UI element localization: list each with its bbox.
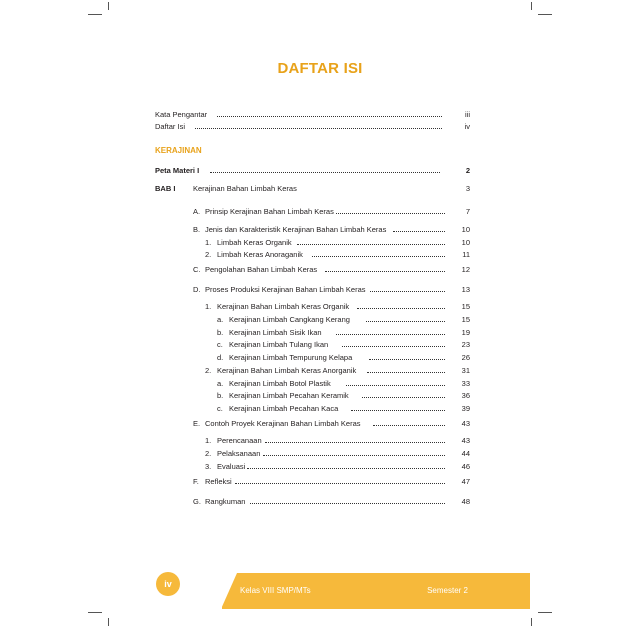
dot-leader (367, 372, 445, 373)
toc-page: 39 (461, 404, 470, 413)
dot-leader (325, 271, 445, 272)
toc-label: Kerajinan Limbah Botol Plastik (229, 379, 331, 388)
toc-label: Evaluasi (217, 462, 246, 471)
toc-label: Kerajinan Bahan Limbah Keras (193, 184, 297, 193)
toc-label: Refleksi (205, 477, 232, 486)
toc-page: 47 (461, 477, 470, 486)
toc-page: 19 (461, 328, 470, 337)
toc-mark: 2. (205, 366, 212, 375)
dot-leader (393, 231, 445, 232)
page-number-badge: iv (156, 572, 180, 596)
dot-leader (369, 359, 445, 360)
toc-label: Jenis dan Karakteristik Kerajinan Bahan Limbah Keras (205, 225, 387, 234)
toc-page: 12 (461, 265, 470, 274)
toc-page: iii (465, 110, 470, 119)
crop-mark (108, 2, 109, 10)
toc-page: 2 (465, 166, 470, 175)
toc-mark: c. (217, 340, 223, 349)
dot-leader (346, 385, 445, 386)
dot-leader (335, 213, 445, 214)
dot-leader (265, 442, 445, 443)
dot-leader (250, 503, 445, 504)
toc-label: Kata Pengantar (155, 110, 208, 119)
toc-label: Kerajinan Limbah Sisik Ikan (229, 328, 322, 337)
toc-page: 10 (461, 238, 470, 247)
toc-mark: B. (193, 225, 201, 234)
toc-label: Limbah Keras Organik (217, 238, 292, 247)
footer-semester-label: Semester 2 (427, 586, 468, 595)
dot-leader (351, 410, 445, 411)
crop-mark (88, 612, 102, 613)
toc-label: Proses Produksi Kerajinan Bahan Limbah Keras (205, 285, 366, 294)
toc-page: 26 (461, 353, 470, 362)
footer-bar-notch (221, 573, 237, 609)
dot-leader (235, 483, 445, 484)
bab-number: BAB I (155, 184, 176, 193)
toc-mark: E. (193, 419, 201, 428)
toc-label: Prinsip Kerajinan Bahan Limbah Keras (205, 207, 334, 216)
dot-leader (297, 244, 445, 245)
toc-mark: 3. (205, 462, 212, 471)
toc-label: Kerajinan Bahan Limbah Keras Anorganik (217, 366, 357, 375)
toc-page: 10 (461, 225, 470, 234)
toc-mark: 2. (205, 250, 212, 259)
toc-page: 44 (461, 449, 470, 458)
crop-mark (538, 14, 552, 15)
dot-leader (336, 334, 445, 335)
toc-label: Kerajinan Bahan Limbah Keras Organik (217, 302, 350, 311)
toc-label: Rangkuman (205, 497, 246, 506)
toc-label: Peta Materi I (155, 166, 200, 175)
toc-label: Kerajinan Limbah Pecahan Kaca (229, 404, 339, 413)
toc-mark: 1. (205, 436, 212, 445)
toc-page: 3 (465, 184, 470, 193)
toc-mark: C. (193, 265, 201, 274)
toc-label: Daftar Isi (155, 122, 186, 131)
toc-page: 11 (462, 250, 470, 259)
toc-label: Kerajinan Limbah Pecahan Keramik (229, 391, 349, 400)
toc-mark: D. (193, 285, 201, 294)
toc-mark: F. (193, 477, 199, 486)
toc-mark: b. (217, 391, 224, 400)
toc-mark: 1. (205, 302, 212, 311)
footer-bar (222, 573, 530, 609)
dot-leader (373, 425, 445, 426)
toc-page: 33 (461, 379, 470, 388)
dot-leader (370, 291, 445, 292)
dot-leader (247, 468, 445, 469)
toc-mark: c. (217, 404, 223, 413)
dot-leader (217, 116, 442, 117)
toc-label: Pengolahan Bahan Limbah Keras (205, 265, 318, 274)
toc-label: Kerajinan Limbah Tulang Ikan (229, 340, 329, 349)
dot-leader (342, 346, 445, 347)
dot-leader (312, 256, 445, 257)
toc-page: 46 (461, 462, 470, 471)
toc-mark: 2. (205, 449, 212, 458)
footer-class-label: Kelas VIII SMP/MTs (240, 586, 311, 595)
section-heading: KERAJINAN (155, 146, 202, 155)
toc-label: Limbah Keras Anoraganik (217, 250, 303, 259)
toc-page: 15 (461, 315, 470, 324)
crop-mark (538, 612, 552, 613)
page-title: DAFTAR ISI (277, 60, 363, 77)
toc-page: 48 (461, 497, 470, 506)
toc-label: Pelaksanaan (217, 449, 261, 458)
dot-leader (357, 308, 445, 309)
dot-leader (362, 397, 445, 398)
dot-leader (263, 455, 445, 456)
toc-mark: b. (217, 328, 224, 337)
toc-page: 23 (461, 340, 470, 349)
toc-page: 15 (461, 302, 470, 311)
dot-leader (210, 172, 440, 173)
toc-mark: A. (193, 207, 201, 216)
toc-mark: a. (217, 379, 224, 388)
dot-leader (366, 321, 445, 322)
dot-leader (195, 128, 442, 129)
toc-mark: d. (217, 353, 224, 362)
toc-mark: G. (193, 497, 201, 506)
crop-mark (88, 14, 102, 15)
toc-label: Kerajinan Limbah Cangkang Kerang (229, 315, 350, 324)
toc-page: 13 (461, 285, 470, 294)
toc-label: Kerajinan Limbah Tempurung Kelapa (229, 353, 353, 362)
toc-page: iv (464, 122, 470, 131)
toc-label: Contoh Proyek Kerajinan Bahan Limbah Keras (205, 419, 361, 428)
toc-page: 36 (461, 391, 470, 400)
toc-mark: a. (217, 315, 224, 324)
toc-page: 31 (461, 366, 470, 375)
toc-page: 43 (461, 419, 470, 428)
toc-label: Perencanaan (217, 436, 262, 445)
toc-mark: 1. (205, 238, 212, 247)
crop-mark (531, 2, 532, 10)
toc-page: 7 (465, 207, 470, 216)
toc-page: 43 (461, 436, 470, 445)
crop-mark (108, 618, 109, 626)
crop-mark (531, 618, 532, 626)
